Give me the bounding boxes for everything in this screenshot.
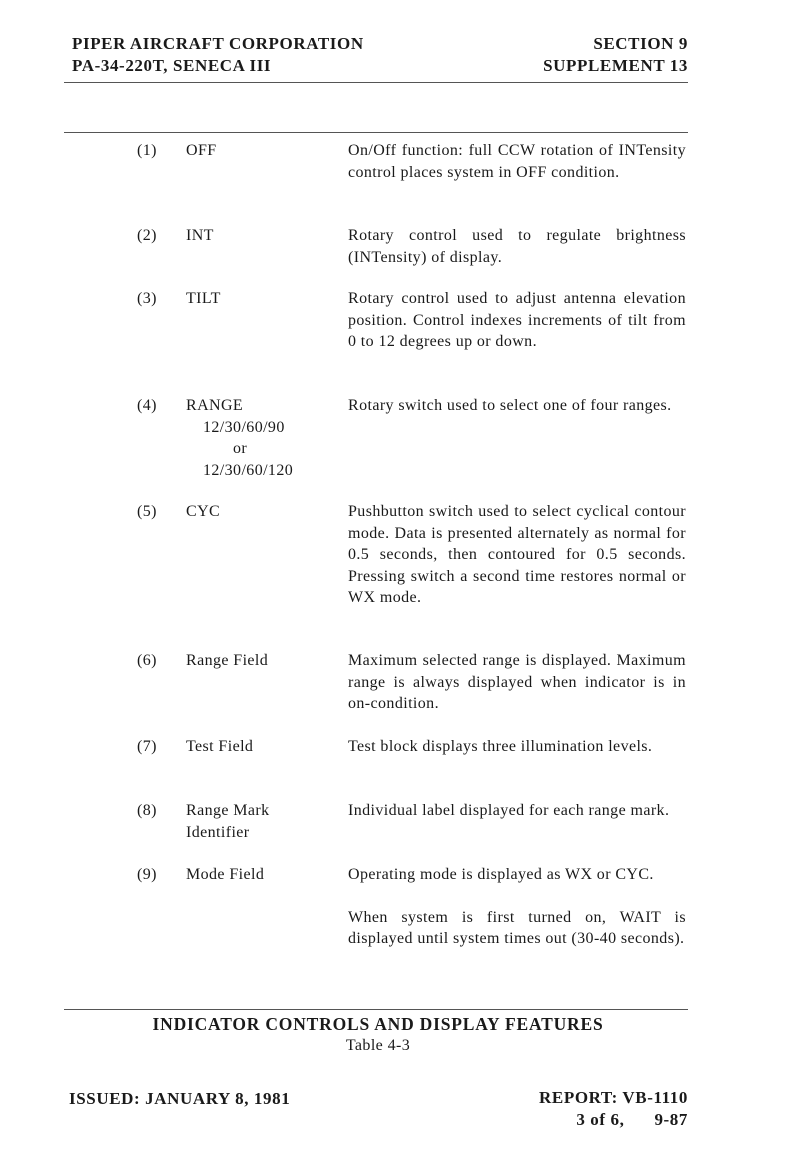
revision-date: 9-87 xyxy=(654,1110,688,1129)
table-bottom-rule xyxy=(64,1009,688,1010)
range-option-or: or xyxy=(233,440,248,457)
item-description xyxy=(348,864,686,950)
item-label-text: OFF xyxy=(186,142,217,159)
item-number: (1) xyxy=(137,142,157,159)
item-number: (9) xyxy=(137,866,157,883)
item-label-text: Range Field xyxy=(186,652,269,669)
item-label-text: CYC xyxy=(186,503,221,520)
item-label xyxy=(186,736,336,758)
item-description-para-1: Operating mode is displayed as WX or CYC. xyxy=(348,866,654,883)
page-header-left xyxy=(72,33,364,77)
item-description: Rotary switch used to select one of four ranges. xyxy=(348,397,672,414)
item-description-para-2: When system is first turned on, WAIT is displayed until system times out (30-40 seconds). xyxy=(348,908,686,947)
item-number: (3) xyxy=(137,290,157,307)
report-number: REPORT: VB-1110 xyxy=(539,1088,688,1107)
item-label-text: Range Mark xyxy=(186,802,270,819)
item-number: (7) xyxy=(137,738,157,755)
item-label xyxy=(186,225,336,247)
range-option-b: 12/30/60/120 xyxy=(203,461,294,479)
item-description: Pushbutton switch used to select cyclical contour mode. Data is presented alternately as normal for 0.5 seconds, then contoured for 0.5 seconds. Pressing switch a second time restores normal or WX mode. xyxy=(348,503,686,606)
page-header-right xyxy=(543,33,688,77)
item-description: Rotary control used to adjust antenna elevation position. Control indexes increments of tilt from 0 to 12 degrees up or down. xyxy=(348,290,686,350)
item-number: (8) xyxy=(137,802,157,819)
item-label xyxy=(186,288,336,310)
section-label: SECTION 9 xyxy=(593,34,688,53)
item-description: Maximum selected range is displayed. Maximum range is always displayed when indicator is in on-condition. xyxy=(348,652,686,712)
item-number: (6) xyxy=(137,652,157,669)
item-number: (5) xyxy=(137,503,157,520)
item-description: On/Off function: full CCW rotation of INTensity control places system in OFF condition. xyxy=(348,142,686,181)
table-top-rule xyxy=(64,132,688,133)
item-description: Rotary control used to regulate brightness (INTensity) of display. xyxy=(348,227,686,266)
table-caption-title: INDICATOR CONTROLS AND DISPLAY FEATURES xyxy=(152,1014,604,1034)
item-description: Individual label displayed for each range mark. xyxy=(348,802,670,819)
item-label xyxy=(186,864,336,886)
item-label-text: INT xyxy=(186,227,214,244)
item-label-text: Mode Field xyxy=(186,866,265,883)
supplement-label: SUPPLEMENT 13 xyxy=(543,56,688,75)
item-label-text: TILT xyxy=(186,290,221,307)
item-label xyxy=(186,501,336,523)
item-label xyxy=(186,140,336,162)
item-label-text: Test Field xyxy=(186,738,254,755)
item-label-text: RANGE xyxy=(186,397,244,414)
page-footer-right xyxy=(539,1087,688,1131)
item-number: (2) xyxy=(137,227,157,244)
item-label xyxy=(186,395,336,481)
company-name: PIPER AIRCRAFT CORPORATION xyxy=(72,34,364,53)
range-option-a: 12/30/60/90 xyxy=(203,418,285,436)
aircraft-model: PA-34-220T, SENECA III xyxy=(72,56,272,75)
item-label-text-line2: Identifier xyxy=(186,823,250,841)
header-divider xyxy=(64,82,688,83)
table-caption-number: Table 4-3 xyxy=(345,1037,411,1054)
issued-date: ISSUED: JANUARY 8, 1981 xyxy=(69,1089,291,1108)
item-label xyxy=(186,800,336,843)
item-description: Test block displays three illumination levels. xyxy=(348,738,653,755)
item-label xyxy=(186,650,336,672)
item-number: (4) xyxy=(137,397,157,414)
page-number: 3 of 6, xyxy=(576,1110,625,1129)
page-info xyxy=(539,1109,688,1131)
